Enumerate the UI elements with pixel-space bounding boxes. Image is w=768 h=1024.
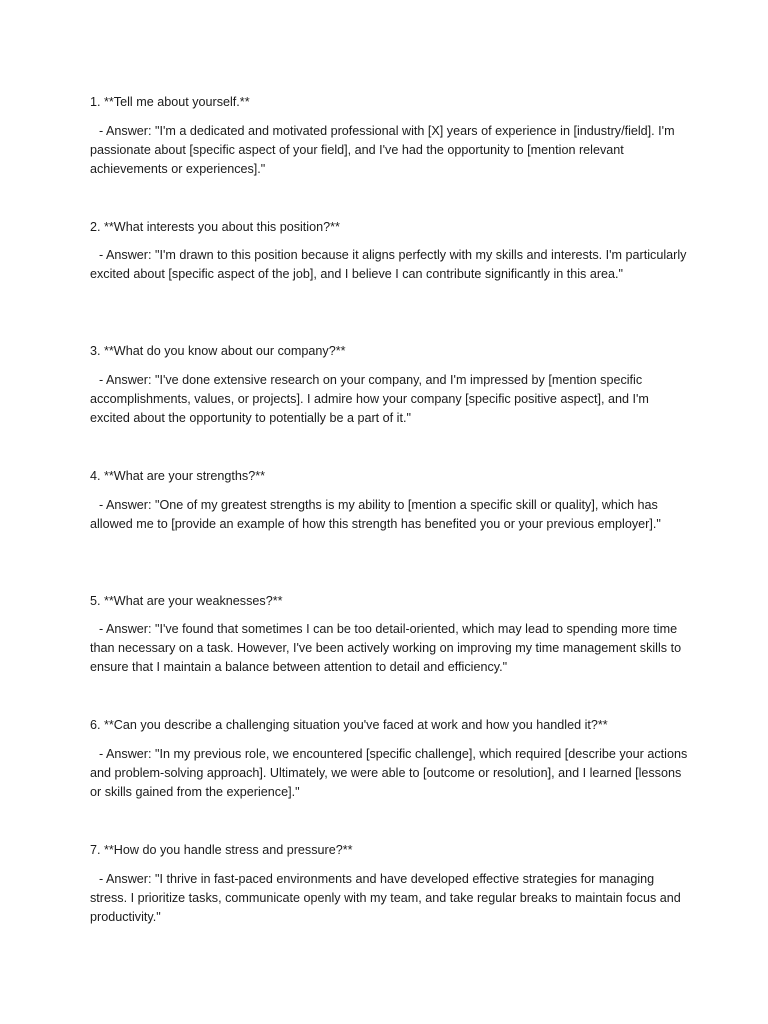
question-text: 7. **How do you handle stress and pressure?** [90,843,353,858]
answer-text: - Answer: "I thrive in fast-paced environments and have developed effective strategies for managing stress. I prioritize tasks, communicate openly with my team, and take regular breaks to maintain focus and productivity." [90,871,681,924]
answer-text: - Answer: "I'm a dedicated and motivated professional with [X] years of experience in [industry/field]. I'm passionate about [specific aspect of your field], and I've had the opportunity to [mention relevant achievements or experiences]." [90,123,675,176]
qa-item-4 [90,467,690,592]
answer-text: - Answer: "One of my greatest strengths is my ability to [mention a specific skill or quality], which has allowed me to [provide an example of how this strength has benefited you or your previous employer]." [90,497,661,531]
question-text: 2. **What interests you about this position?** [90,219,340,234]
question-text: 5. **What are your weaknesses?** [90,593,283,608]
qa-list [90,93,690,966]
question-text: 6. **Can you describe a challenging situation you've faced at work and how you handled it?** [90,718,608,733]
qa-item-3 [90,342,690,467]
answer-text: - Answer: "I've found that sometimes I can be too detail-oriented, which may lead to spending more time than necessary on a task. However, I've been actively working on improving my time management skills to ensure that I maintain a balance between attention to detail and efficiency." [90,622,682,675]
qa-item-1 [90,93,690,218]
answer-text: - Answer: "In my previous role, we encountered [specific challenge], which required [describe your actions and problem-solving approach]. Ultimately, we were able to [outcome or resolution], and I learned [lessons or skills gained from the experience]." [90,746,688,799]
qa-item-2 [90,218,690,343]
answer-text: - Answer: "I'm drawn to this position because it aligns perfectly with my skills and interests. I'm particularly excited about [specific aspect of the job], and I believe I can contribute significantly in this area." [90,248,687,282]
question-text: 1. **Tell me about yourself.** [90,95,250,109]
qa-item-7 [90,841,690,966]
question-text: 4. **What are your strengths?** [90,469,266,484]
qa-item-6 [90,716,690,841]
question-text: 3. **What do you know about our company?** [90,344,346,359]
answer-text: - Answer: "I've done extensive research on your company, and I'm impressed by [mention specific accomplishments, values, or projects]. I admire how your company [specific positive aspect], and I'm excited about the opportunity to potentially be a part of it." [90,372,649,425]
qa-item-5 [90,592,690,717]
